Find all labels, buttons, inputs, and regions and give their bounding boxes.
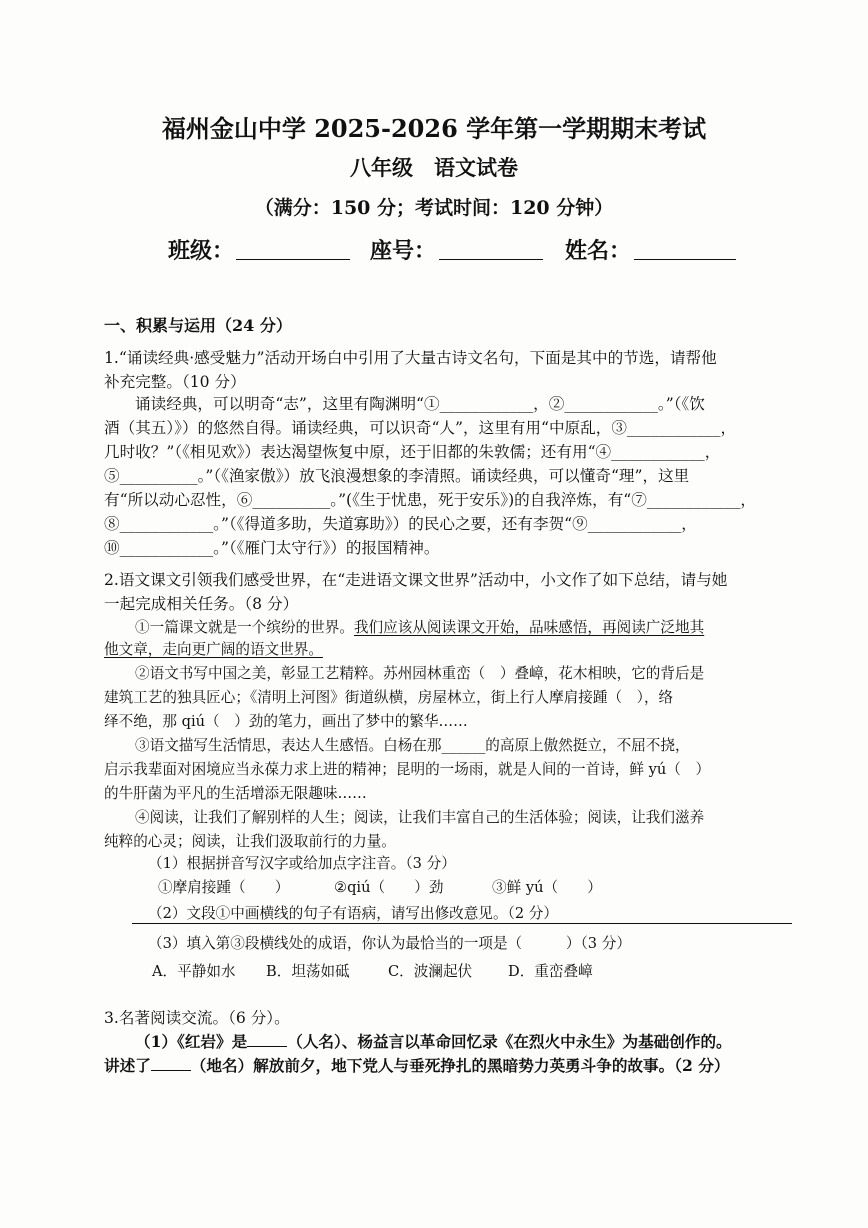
option-a[interactable]: A．平静如水 [152,963,236,980]
q3-prompt: 3.名著阅读交流。（6 分）。 [104,1009,290,1027]
q1-line[interactable]: ⑩____________。”（《雁门太守行》）的报国精神。 [104,539,440,557]
q2-para3-line: 的牛肝菌为平凡的生活增添无限趣味…… [104,785,367,802]
answer-line[interactable] [132,923,792,924]
option-c[interactable]: C．波澜起伏 [388,963,473,980]
q1-prompt-cont: 补充完整。（10 分） [104,373,246,391]
underlined-sentence-cont: 他文章，走向更广阔的语文世界。 [104,641,323,658]
exam-meta: （满分：150 分；考试时间：120 分钟） [254,197,614,219]
q2-para4-line: ④阅读，让我们了解别样的人生；阅读，让我们丰富自己的生活体验；阅读，让我们滋养 [135,809,705,826]
q2-para2-line: 建筑工艺的独具匠心；《清明上河图》街道纵横，房屋林立，街上行人摩肩接踵（ ），络 [104,689,674,706]
q1-line[interactable]: 有“所以动心忍性，⑥__________。”(《生于忧患，死于安乐》)的自我淬炼，有“⑦____________， [104,491,757,509]
class-field-label: 班级： [168,238,235,264]
q1-line[interactable]: ⑧____________。”（《得道多助，失道寡助》）的民心之要，还有李贺“⑨____________， [104,515,697,533]
q2-sub1-item[interactable]: ①摩肩接踵（ ） [158,879,290,896]
q2-para3-line: ③语文描写生活情思，表达人生感悟。白杨在那______的高原上傲然挺立，不屈不挠， [135,737,690,754]
q3-line1-text-cont: （人名）、杨益言以革命回忆录《在烈火中永生》为基础创作的。 [287,1032,732,1051]
section-heading: 一、积累与运用（24 分） [104,316,292,335]
q3-line1-text: （1）《红岩》是 [135,1032,248,1051]
q1-prompt: 1.“诵读经典·感受魅力”活动开场白中引用了大量古诗文名句，下面是其中的节选，请帮他 [104,349,717,367]
q3-line2-text: 讲述了 [104,1056,151,1075]
option-d[interactable]: D．重峦叠嶂 [508,963,593,980]
q2-para2-line: 绎不绝，那 qiú（ ）劲的笔力，画出了梦中的繁华…… [104,713,468,730]
q2-para1 [135,616,704,637]
seat-field-label: 座号： [370,238,437,264]
author-blank[interactable] [247,1034,287,1047]
q3-line2-text-cont: （地名）解放前夕，地下党人与垂死挣扎的黑暗势力英勇斗争的故事。（2 分） [190,1056,730,1075]
q2-para1-text: ①一篇课文就是一个缤纷的世界。 [135,619,354,636]
q2-para2-line: ②语文书写中国之美，彰显工艺精粹。苏州园林重峦（ ）叠嶂，花木相映，它的背后是 [135,665,705,682]
q3-line1 [135,1030,732,1052]
seat-field-blank[interactable] [439,242,543,260]
q1-line[interactable]: 诵读经典，可以明奇“志”，这里有陶渊明“①____________，②____________。”（《饮 [135,395,705,413]
option-b[interactable]: B．坦荡如砥 [266,963,350,980]
q1-line[interactable]: 酒（其五）》）的悠然自得。诵读经典，可以识奇“人”，这里有用“中原乱，③____________， [104,419,737,437]
q2-para3-line: 启示我辈面对困境应当永葆力求上进的精神；昆明的一场雨，就是人间的一首诗，鲜 yú（ ） [104,761,711,778]
q2-prompt-cont: 一起完成相关任务。（8 分） [104,595,299,613]
exam-title: 福州金山中学 2025-2026 学年第一学期期末考试 [161,114,707,143]
q1-line[interactable]: 几时收？”（《相见欢》）表达渴望恢复中原，还于旧都的朱敦儒；还有用“④____________， [104,443,721,461]
place-blank[interactable] [151,1058,191,1071]
underlined-sentence: 我们应该从阅读课文开始，品味感悟，再阅读广泛地其 [353,619,705,636]
name-field-label: 姓名： [565,238,632,264]
q1-line[interactable]: ⑤__________。”（《渔家傲》）放飞浪漫想象的李清照。诵读经典，可以懂奇“理”，这里 [104,467,690,485]
q2-prompt: 2.语文课文引领我们感受世界，在“走进语文课文世界”活动中，小文作了如下总结，请与她 [104,571,728,589]
q2-para4-line: 纯粹的心灵；阅读，让我们汲取前行的力量。 [104,833,396,850]
q2-sub3[interactable]: （3）填入第③段横线处的成语，你认为最恰当的一项是（ ）（3 分） [148,935,631,952]
q2-sub1-item[interactable]: ③鲜 yú（ ） [492,879,602,896]
q2-sub2: （2）文段①中画横线的句子有语病，请写出修改意见。（2 分） [148,905,558,922]
name-field-blank[interactable] [634,242,736,260]
q3-line2 [104,1054,729,1076]
exam-subtitle: 八年级 语文试卷 [350,155,518,180]
class-field-blank[interactable] [236,242,350,260]
q2-sub1: （1）根据拼音写汉字或给加点字注音。（3 分） [148,855,456,872]
q2-sub1-item[interactable]: ②qiú（ ）劲 [334,879,444,896]
